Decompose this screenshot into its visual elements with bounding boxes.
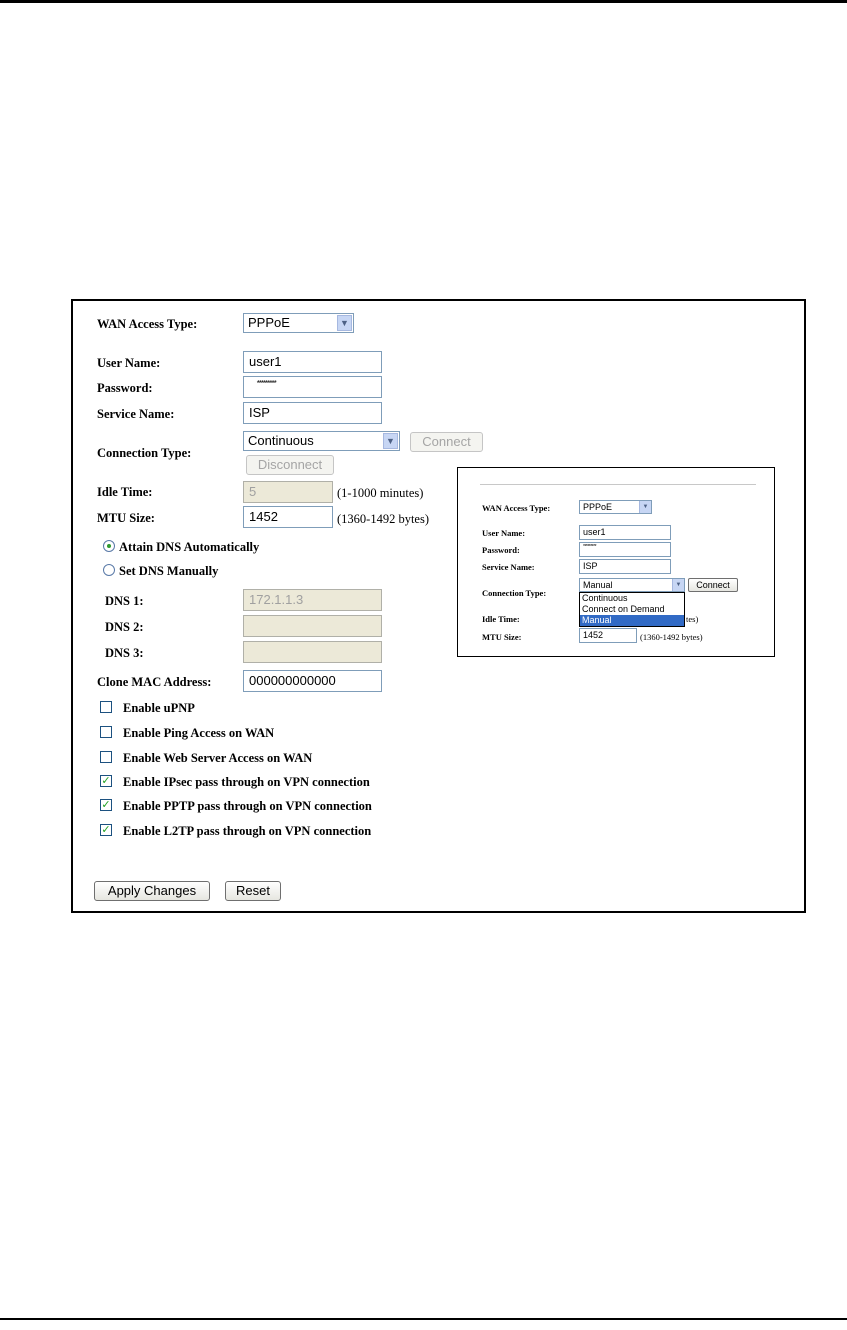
dropdown-option-manual[interactable]: Manual <box>580 615 684 626</box>
dns2-input[interactable] <box>243 615 382 637</box>
upnp-label: Enable uPNP <box>123 701 195 715</box>
service-name-input[interactable]: ISP <box>243 402 382 424</box>
inset-service-name-label: Service Name: <box>482 562 535 572</box>
dns-auto-radio[interactable] <box>103 540 115 552</box>
l2tp-checkbox[interactable]: ✓ <box>101 823 111 836</box>
chevron-down-icon: ▼ <box>337 315 352 331</box>
service-name-label: Service Name: <box>97 407 175 421</box>
dns3-input[interactable] <box>243 641 382 663</box>
user-name-label: User Name: <box>97 356 161 370</box>
l2tp-label: Enable L2TP pass through on VPN connection <box>123 824 372 838</box>
inset-connect-button[interactable]: Connect <box>688 578 738 592</box>
dns2-label: DNS 2: <box>105 620 144 634</box>
wan-access-type-value: PPPoE <box>248 315 290 330</box>
wan-access-type-select[interactable] <box>243 313 354 333</box>
inset-connection-type-dropdown-list <box>579 592 685 627</box>
page-top-rule <box>0 0 847 3</box>
inset-mtu-size-hint: (1360-1492 bytes) <box>640 632 703 642</box>
inset-connection-type-label: Connection Type: <box>482 588 547 598</box>
page-bottom-rule <box>0 1318 847 1320</box>
clone-mac-input[interactable]: 000000000000 <box>243 670 382 692</box>
inset-user-name-input[interactable]: user1 <box>579 525 671 540</box>
inset-idle-time-label: Idle Time: <box>482 614 520 624</box>
dns-auto-label: Attain DNS Automatically <box>119 540 260 554</box>
inset-divider <box>480 484 756 485</box>
clone-mac-label: Clone MAC Address: <box>97 675 212 689</box>
dns-manual-label: Set DNS Manually <box>119 564 219 578</box>
inset-idle-time-hint: tes) <box>686 614 699 624</box>
upnp-checkbox[interactable] <box>100 701 112 713</box>
web-server-wan-checkbox[interactable] <box>100 751 112 763</box>
disconnect-button[interactable]: Disconnect <box>246 455 334 475</box>
inset-user-name-label: User Name: <box>482 528 526 538</box>
inset-wan-access-type-value: PPPoE <box>583 502 613 512</box>
ping-wan-checkbox[interactable] <box>100 726 112 738</box>
reset-button[interactable]: Reset <box>225 881 281 901</box>
chevron-down-icon: ▼ <box>672 579 684 591</box>
dns1-label: DNS 1: <box>105 594 144 608</box>
dns1-input[interactable]: 172.1.1.3 <box>243 589 382 611</box>
inset-wan-access-type-select[interactable] <box>579 500 652 514</box>
inset-connection-type-select[interactable] <box>579 578 685 592</box>
mtu-size-hint: (1360-1492 bytes) <box>337 512 429 526</box>
inset-connection-type-value: Manual <box>583 580 613 590</box>
idle-time-input[interactable]: 5 <box>243 481 333 503</box>
pptp-label: Enable PPTP pass through on VPN connection <box>123 799 372 813</box>
ipsec-checkbox[interactable]: ✓ <box>101 774 111 787</box>
idle-time-hint: (1-1000 minutes) <box>337 486 424 500</box>
inset-mtu-size-input[interactable]: 1452 <box>579 628 637 643</box>
connection-type-value: Continuous <box>248 433 314 448</box>
apply-changes-button[interactable]: Apply Changes <box>94 881 210 901</box>
mtu-size-input[interactable]: 1452 <box>243 506 333 528</box>
inset-service-name-input[interactable]: ISP <box>579 559 671 574</box>
web-server-wan-label: Enable Web Server Access on WAN <box>123 751 313 765</box>
connect-button[interactable]: Connect <box>410 432 483 452</box>
user-name-input[interactable]: user1 <box>243 351 382 373</box>
ping-wan-label: Enable Ping Access on WAN <box>123 726 275 740</box>
inset-mtu-size-label: MTU Size: <box>482 632 522 642</box>
inset-password-label: Password: <box>482 545 520 555</box>
password-input[interactable]: ﾠ********* <box>243 376 382 398</box>
dns3-label: DNS 3: <box>105 646 144 660</box>
inset-wan-access-type-label: WAN Access Type: <box>482 503 551 513</box>
connection-type-select[interactable] <box>243 431 400 451</box>
dropdown-option-continuous[interactable]: Continuous <box>582 593 628 603</box>
mtu-size-label: MTU Size: <box>97 511 155 525</box>
inset-password-input[interactable]: ********* <box>579 542 671 557</box>
chevron-down-icon: ▼ <box>639 501 651 513</box>
connection-type-dropdown-inset <box>457 467 775 657</box>
pptp-checkbox[interactable]: ✓ <box>101 798 111 811</box>
password-label: Password: <box>97 381 153 395</box>
connection-type-label: Connection Type: <box>97 446 192 460</box>
ipsec-label: Enable IPsec pass through on VPN connection <box>123 775 370 789</box>
idle-time-label: Idle Time: <box>97 485 153 499</box>
chevron-down-icon: ▼ <box>383 433 398 449</box>
dns-manual-radio[interactable] <box>103 564 115 576</box>
dropdown-option-connect-on-demand[interactable]: Connect on Demand <box>582 604 665 614</box>
wan-access-type-label: WAN Access Type: <box>97 317 198 331</box>
